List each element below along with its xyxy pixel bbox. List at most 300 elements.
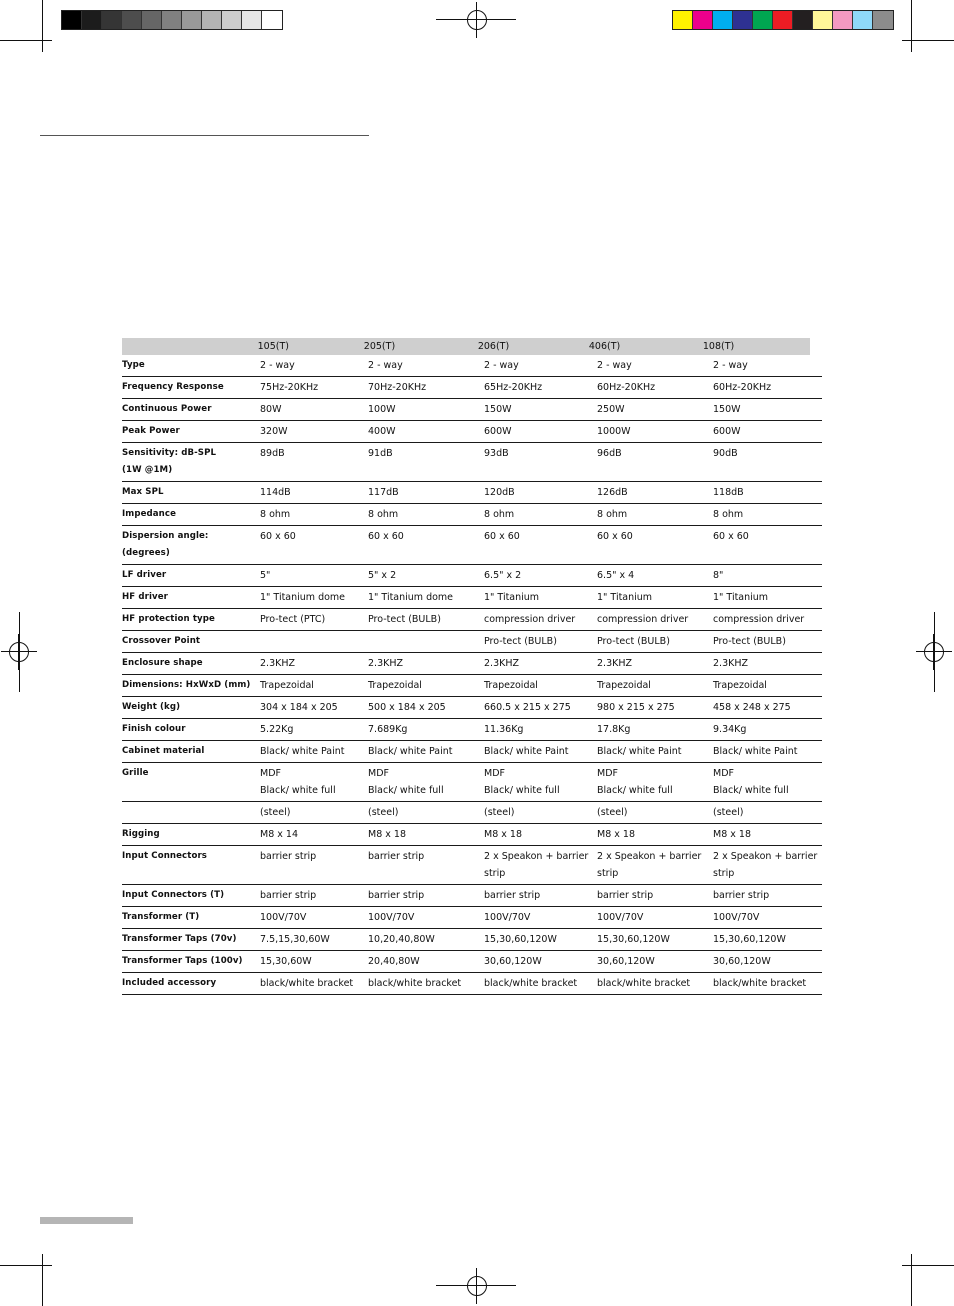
table-cell <box>260 399 368 420</box>
cell-line: black/white bracket <box>368 978 462 989</box>
table-cell <box>597 587 713 608</box>
table-row <box>122 399 822 421</box>
table-row <box>122 675 822 697</box>
table-row <box>122 824 822 846</box>
table-cell <box>368 609 484 630</box>
table-cell <box>484 565 597 586</box>
color-swatch <box>162 11 182 29</box>
cell-line: 8 ohm <box>368 509 399 520</box>
cell-line: Trapezoidal <box>368 680 422 691</box>
cell-line: 8 ohm <box>597 509 628 520</box>
table-cell <box>597 885 713 906</box>
table-cell <box>597 443 713 481</box>
cell-line: 2.3KHZ <box>597 658 632 669</box>
cell-line: black/white bracket <box>484 978 578 989</box>
row-label <box>122 526 260 564</box>
cell-line: 30,60,120W <box>484 956 542 967</box>
cell-line: 5" x 2 <box>368 570 397 581</box>
table-cell <box>484 653 597 674</box>
cell-line: 60 x 60 <box>713 531 749 542</box>
header-spacer <box>122 338 258 355</box>
row-label <box>122 587 260 608</box>
cell-line: 60 x 60 <box>484 531 520 542</box>
table-row <box>122 504 822 526</box>
table-cell <box>597 526 713 564</box>
cell-line: 7.689Kg <box>368 724 408 735</box>
cell-line: Black/ white full <box>368 785 444 796</box>
table-cell <box>260 482 368 503</box>
cell-line: 118dB <box>713 487 744 498</box>
table-cell <box>713 631 822 652</box>
cell-line: 70Hz-20KHz <box>368 382 427 393</box>
table-cell <box>260 675 368 696</box>
table-cell <box>260 421 368 442</box>
cell-line: barrier strip <box>260 890 317 901</box>
cell-line: 660.5 x 215 x 275 <box>484 702 571 713</box>
table-cell <box>713 824 822 845</box>
table-row <box>122 763 822 802</box>
cell-line: Pro-tect (BULB) <box>368 614 441 625</box>
table-row <box>122 697 822 719</box>
cell-line: black/white bracket <box>713 978 807 989</box>
crop-mark <box>0 1265 52 1266</box>
cell-line: 30,60,120W <box>597 956 655 967</box>
color-swatch <box>753 11 773 29</box>
registration-mark-left <box>1 634 37 670</box>
cell-line: Pro-tect (BULB) <box>484 636 557 647</box>
table-cell <box>484 587 597 608</box>
row-label-line: Rigging <box>122 829 160 839</box>
table-cell <box>597 907 713 928</box>
cell-line: Black/ white full <box>713 785 789 796</box>
table-cell <box>368 631 484 652</box>
cell-line: 304 x 184 x 205 <box>260 702 338 713</box>
cell-line: 100V/70V <box>484 912 531 923</box>
color-swatch <box>242 11 262 29</box>
registration-mark-top <box>459 2 495 38</box>
row-label-line: Transformer Taps (100v) <box>122 956 243 966</box>
table-cell <box>713 399 822 420</box>
table-cell <box>713 741 822 762</box>
crop-mark <box>436 19 516 20</box>
table-cell <box>597 846 713 884</box>
table-cell <box>260 609 368 630</box>
table-row <box>122 565 822 587</box>
table-cell <box>597 631 713 652</box>
row-label <box>122 929 260 950</box>
row-label-line: (1W @1M) <box>122 465 173 475</box>
color-swatch <box>82 11 102 29</box>
cell-line: black/white bracket <box>597 978 691 989</box>
column-header: 406(T) <box>588 341 621 352</box>
crop-mark <box>902 1265 954 1266</box>
row-label-line: Included accessory <box>122 978 217 988</box>
table-cell <box>260 951 368 972</box>
table-cell <box>368 951 484 972</box>
table-row <box>122 653 822 675</box>
cell-line: 8" <box>713 570 724 581</box>
table-cell <box>260 907 368 928</box>
table-cell <box>368 653 484 674</box>
cell-line: Black/ white full <box>260 785 336 796</box>
row-label <box>122 653 260 674</box>
cell-line: 17.8Kg <box>597 724 631 735</box>
cell-line: 458 x 248 x 275 <box>713 702 791 713</box>
row-label <box>122 824 260 845</box>
crop-mark <box>911 0 912 52</box>
table-cell <box>260 846 368 884</box>
cell-line: 20,40,80W <box>368 956 420 967</box>
table-cell <box>484 824 597 845</box>
table-row <box>122 846 822 885</box>
table-cell <box>484 951 597 972</box>
registration-mark-bottom <box>459 1268 495 1304</box>
table-cell <box>713 697 822 718</box>
cell-line: 60Hz-20KHz <box>597 382 656 393</box>
cell-line: MDF <box>368 768 389 779</box>
crop-mark <box>42 1254 43 1306</box>
cell-line: 5" <box>260 570 271 581</box>
color-swatch <box>873 11 893 29</box>
row-label-line: Weight (kg) <box>122 702 181 712</box>
table-cell <box>597 951 713 972</box>
table-cell <box>260 377 368 398</box>
table-cell <box>713 504 822 525</box>
table-cell <box>597 565 713 586</box>
table-cell <box>484 763 597 801</box>
color-swatch <box>202 11 222 29</box>
cell-line: MDF <box>713 768 734 779</box>
row-label <box>122 802 260 823</box>
row-label <box>122 399 260 420</box>
table-cell <box>368 377 484 398</box>
row-label-line: Dimensions: HxWxD (mm) <box>122 680 251 690</box>
table-cell <box>484 907 597 928</box>
cell-line: 6.5" x 4 <box>597 570 635 581</box>
table-cell <box>713 973 822 994</box>
cell-line: barrier strip <box>368 851 425 862</box>
table-cell <box>597 421 713 442</box>
table-cell <box>260 565 368 586</box>
column-header: 205(T) <box>363 341 396 352</box>
cell-line: 96dB <box>597 448 622 459</box>
color-swatch <box>102 11 122 29</box>
table-cell <box>368 802 484 823</box>
table-cell <box>484 421 597 442</box>
cell-line: 2 - way <box>713 360 748 371</box>
cell-line: Black/ white full <box>597 785 673 796</box>
table-cell <box>597 377 713 398</box>
cell-line: 60 x 60 <box>597 531 633 542</box>
table-cell <box>260 653 368 674</box>
cell-line: 1" Titanium dome <box>260 592 346 603</box>
table-cell <box>368 885 484 906</box>
table-cell <box>713 565 822 586</box>
table-cell <box>368 421 484 442</box>
table-cell <box>713 802 822 823</box>
cell-line: strip <box>597 868 619 879</box>
table-cell <box>368 846 484 884</box>
cell-line: M8 x 18 <box>597 829 635 840</box>
cell-line: M8 x 18 <box>484 829 522 840</box>
table-cell <box>368 929 484 950</box>
table-cell <box>597 929 713 950</box>
cell-line: compression driver <box>484 614 576 625</box>
cell-line: 30,60,120W <box>713 956 771 967</box>
table-cell <box>368 675 484 696</box>
cell-line: 9.34Kg <box>713 724 747 735</box>
table-row <box>122 951 822 973</box>
cell-line <box>260 633 368 650</box>
cell-line: barrier strip <box>713 890 770 901</box>
table-cell <box>368 973 484 994</box>
table-cell <box>484 482 597 503</box>
table-cell <box>368 443 484 481</box>
row-label <box>122 443 260 481</box>
cell-line: 2 x Speakon + barrier <box>713 851 818 862</box>
color-swatch <box>142 11 162 29</box>
row-label <box>122 973 260 994</box>
row-label-line: Frequency Response <box>122 382 224 392</box>
table-row <box>122 482 822 504</box>
cell-line: 1" Titanium <box>597 592 653 603</box>
cell-line: 100V/70V <box>260 912 307 923</box>
table-cell <box>484 443 597 481</box>
table-cell <box>260 973 368 994</box>
table-cell <box>484 929 597 950</box>
table-cell <box>368 526 484 564</box>
row-label <box>122 504 260 525</box>
cell-line: 250W <box>597 404 625 415</box>
table-cell <box>713 355 822 376</box>
table-cell <box>597 355 713 376</box>
row-label-line: Transformer Taps (70v) <box>122 934 237 944</box>
cell-line: Pro-tect (BULB) <box>713 636 786 647</box>
cell-line: 114dB <box>260 487 291 498</box>
cell-line: Pro-tect (PTC) <box>260 614 326 625</box>
row-label <box>122 482 260 503</box>
row-label <box>122 609 260 630</box>
table-cell <box>713 421 822 442</box>
table-cell <box>713 377 822 398</box>
row-label-line <box>122 804 260 821</box>
cell-line: 980 x 215 x 275 <box>597 702 675 713</box>
crop-mark <box>902 40 954 41</box>
crop-mark <box>436 1285 516 1286</box>
header-rule <box>40 135 369 136</box>
cell-line: M8 x 14 <box>260 829 298 840</box>
table-cell <box>260 697 368 718</box>
table-row <box>122 609 822 631</box>
table-cell <box>368 907 484 928</box>
row-label-line: Transformer (T) <box>122 912 200 922</box>
row-label-line: (degrees) <box>122 548 170 558</box>
cell-line: (steel) <box>368 807 399 818</box>
table-cell <box>484 675 597 696</box>
color-swatch <box>693 11 713 29</box>
cell-line: 126dB <box>597 487 628 498</box>
process-color-bar <box>672 10 894 30</box>
cell-line: barrier strip <box>484 890 541 901</box>
table-cell <box>713 587 822 608</box>
cell-line: 2 x Speakon + barrier <box>484 851 589 862</box>
table-row <box>122 443 822 482</box>
row-label <box>122 719 260 740</box>
cell-line: 2 - way <box>368 360 403 371</box>
table-cell <box>484 609 597 630</box>
color-swatch <box>122 11 142 29</box>
table-cell <box>597 973 713 994</box>
table-cell <box>368 482 484 503</box>
cell-line: 2 - way <box>484 360 519 371</box>
row-label-line: Type <box>122 360 145 370</box>
row-label-line: Input Connectors <box>122 851 208 861</box>
cell-line: compression driver <box>713 614 805 625</box>
row-label-line: Max SPL <box>122 487 164 497</box>
table-cell <box>260 929 368 950</box>
cell-line: strip <box>484 868 506 879</box>
table-cell <box>597 482 713 503</box>
table-cell <box>368 399 484 420</box>
table-header-row <box>122 338 810 355</box>
cell-line: 1" Titanium <box>713 592 769 603</box>
cell-line: barrier strip <box>260 851 317 862</box>
cell-line: MDF <box>484 768 505 779</box>
color-swatch <box>673 11 693 29</box>
table-cell <box>713 763 822 801</box>
table-cell <box>368 719 484 740</box>
cell-line: 8 ohm <box>484 509 515 520</box>
color-swatch <box>773 11 793 29</box>
footer-bar <box>40 1217 133 1224</box>
table-cell <box>260 526 368 564</box>
cell-line: Black/ white full <box>484 785 560 796</box>
row-label <box>122 951 260 972</box>
cell-line: 60 x 60 <box>260 531 296 542</box>
crop-mark <box>0 40 52 41</box>
cell-line: (steel) <box>713 807 744 818</box>
row-label-line: Sensitivity: dB-SPL <box>122 448 217 458</box>
cell-line: 60Hz-20KHz <box>713 382 772 393</box>
table-cell <box>260 741 368 762</box>
cell-line: (steel) <box>484 807 515 818</box>
cell-line: 500 x 184 x 205 <box>368 702 446 713</box>
table-cell <box>713 951 822 972</box>
table-cell <box>713 653 822 674</box>
cell-line: 400W <box>368 426 396 437</box>
table-cell <box>713 675 822 696</box>
table-cell <box>713 443 822 481</box>
table-cell <box>484 885 597 906</box>
cell-line: 2 - way <box>260 360 295 371</box>
table-cell <box>597 802 713 823</box>
row-label-line: Dispersion angle: <box>122 531 209 541</box>
table-row <box>122 526 822 565</box>
table-row <box>122 377 822 399</box>
table-cell <box>484 355 597 376</box>
cell-line: 15,30,60W <box>260 956 312 967</box>
cell-line: Black/ white Paint <box>713 746 798 757</box>
row-label-line: Impedance <box>122 509 177 519</box>
table-cell <box>484 973 597 994</box>
cell-line: 100V/70V <box>597 912 644 923</box>
color-swatch <box>62 11 82 29</box>
cell-line: Black/ white Paint <box>368 746 453 757</box>
cell-line: 1" Titanium <box>484 592 540 603</box>
table-cell <box>713 482 822 503</box>
cell-line: Trapezoidal <box>260 680 314 691</box>
table-cell <box>484 631 597 652</box>
cell-line: 5.22Kg <box>260 724 294 735</box>
row-label-line: LF driver <box>122 570 167 580</box>
cell-line: 10,20,40,80W <box>368 934 435 945</box>
row-label-line: HF protection type <box>122 614 215 624</box>
cell-line: 8 ohm <box>260 509 291 520</box>
table-cell <box>260 355 368 376</box>
color-swatch <box>853 11 873 29</box>
table-cell <box>597 399 713 420</box>
row-label <box>122 741 260 762</box>
cell-line: Trapezoidal <box>484 680 538 691</box>
cell-line: Black/ white Paint <box>597 746 682 757</box>
table-cell <box>597 719 713 740</box>
table-cell <box>597 609 713 630</box>
row-label <box>122 631 260 652</box>
color-swatch <box>793 11 813 29</box>
column-header: 105(T) <box>257 341 289 352</box>
cell-line: 80W <box>260 404 282 415</box>
table-cell <box>484 719 597 740</box>
cell-line: 11.36Kg <box>484 724 524 735</box>
crop-mark <box>911 1254 912 1306</box>
table-cell <box>597 653 713 674</box>
table-cell <box>484 697 597 718</box>
cell-line: 120dB <box>484 487 515 498</box>
cell-line: Black/ white Paint <box>484 746 569 757</box>
crop-mark <box>42 0 43 52</box>
table-cell <box>484 802 597 823</box>
cell-line: M8 x 18 <box>368 829 406 840</box>
row-label-line: Continuous Power <box>122 404 212 414</box>
cell-line: 89dB <box>260 448 285 459</box>
cell-line: 2.3KHZ <box>368 658 403 669</box>
table-cell <box>368 824 484 845</box>
row-label <box>122 421 260 442</box>
cell-line: 91dB <box>368 448 393 459</box>
cell-line: Trapezoidal <box>713 680 767 691</box>
cell-line: MDF <box>260 768 281 779</box>
table-cell <box>713 719 822 740</box>
row-label <box>122 907 260 928</box>
table-cell <box>368 565 484 586</box>
table-cell <box>368 504 484 525</box>
table-row <box>122 973 822 995</box>
color-swatch <box>813 11 833 29</box>
grayscale-color-bar <box>61 10 283 30</box>
cell-line: 1" Titanium dome <box>368 592 454 603</box>
cell-line: 7.5,15,30,60W <box>260 934 330 945</box>
cell-line: 90dB <box>713 448 738 459</box>
color-swatch <box>713 11 733 29</box>
cell-line: 600W <box>484 426 512 437</box>
row-label-line: HF driver <box>122 592 168 602</box>
row-label <box>122 355 260 376</box>
cell-line: 60 x 60 <box>368 531 404 542</box>
table-cell <box>484 504 597 525</box>
row-label <box>122 763 260 801</box>
cell-line: 8 ohm <box>713 509 744 520</box>
cell-line: Pro-tect (BULB) <box>597 636 670 647</box>
